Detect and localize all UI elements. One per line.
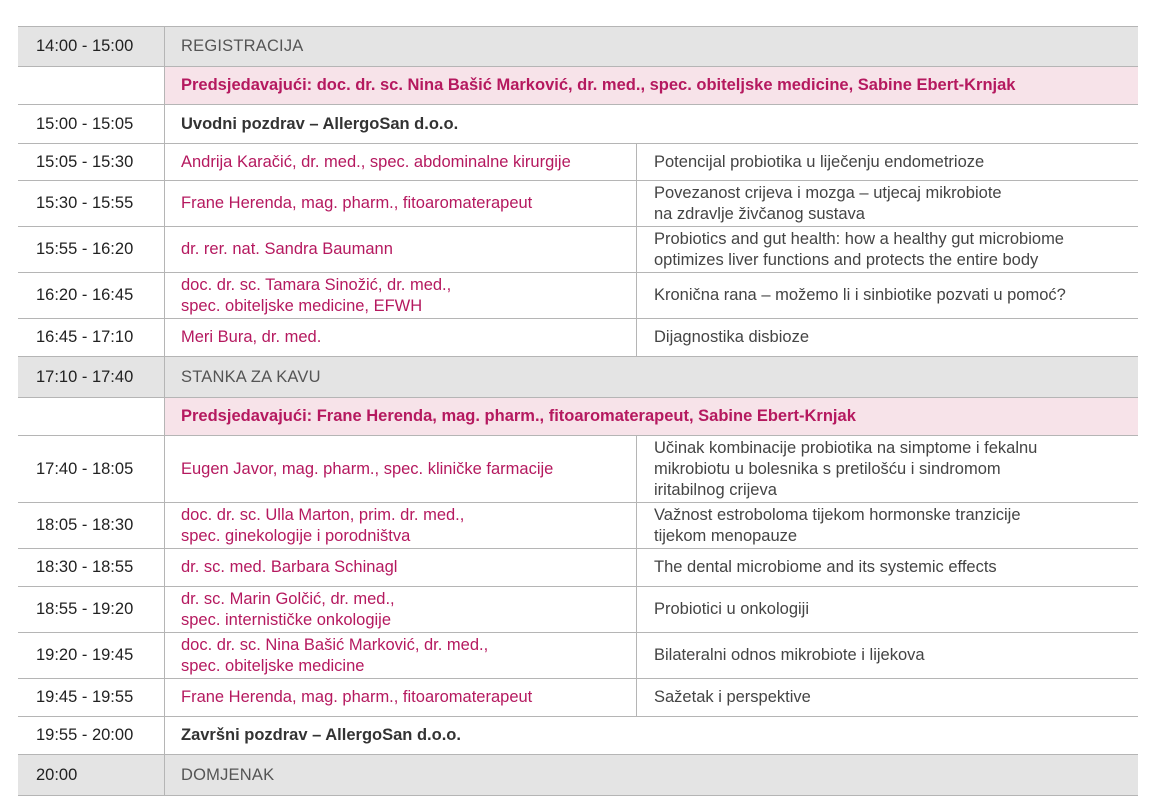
- time-cell: 18:55 - 19:20: [18, 587, 165, 632]
- topic-cell: Probiotics and gut health: how a healthy gut microbiome optimizes liver functions and protects the entire body: [654, 229, 1064, 269]
- topic-cell: Učinak kombinacije probiotika na simptome i fekalnu mikrobiotu u bolesnika s pretilošću i sindromom iritabilnog crijeva: [654, 438, 1038, 499]
- speaker-cell: Andrija Karačić, dr. med., spec. abdominalne kirurgije: [165, 144, 637, 180]
- speaker-cell: Frane Herenda, mag. pharm., fitoaromaterapeut: [165, 679, 637, 716]
- speaker-cell: Eugen Javor, mag. pharm., spec. kliničke farmacije: [165, 436, 637, 502]
- time-cell: 18:30 - 18:55: [18, 549, 165, 586]
- schedule-row-talk: [18, 633, 1138, 679]
- schedule-row-chair: [18, 67, 1138, 105]
- time-cell: 15:30 - 15:55: [18, 181, 165, 226]
- topic-cell: Bilateralni odnos mikrobiote i lijekova: [654, 646, 925, 664]
- session-label: Završni pozdrav – AllergoSan d.o.o.: [181, 726, 461, 744]
- schedule-row-break: [18, 357, 1138, 398]
- schedule-row-talk: [18, 181, 1138, 227]
- speaker-cell: dr. sc. med. Barbara Schinagl: [165, 549, 637, 586]
- topic-cell: Važnost estroboloma tijekom hormonske tranzicije tijekom menopauze: [654, 505, 1021, 545]
- speaker-cell: Frane Herenda, mag. pharm., fitoaromaterapeut: [165, 181, 637, 226]
- time-cell: 15:00 - 15:05: [18, 105, 165, 143]
- schedule-row-break: [18, 27, 1138, 67]
- schedule-row-talk: [18, 587, 1138, 633]
- time-cell-empty: [18, 398, 165, 435]
- time-cell: 17:10 - 17:40: [18, 357, 165, 397]
- schedule-row-talk: [18, 436, 1138, 503]
- chair-label: Predsjedavajući: doc. dr. sc. Nina Bašić Marković, dr. med., spec. obiteljske medicine, Sabine Ebert-Krnjak: [165, 67, 1138, 104]
- schedule-row-talk: [18, 503, 1138, 549]
- time-cell-empty: [18, 67, 165, 104]
- schedule-row-talk: [18, 273, 1138, 319]
- time-cell: 20:00: [18, 755, 165, 795]
- speaker-cell: doc. dr. sc. Nina Bašić Marković, dr. med., spec. obiteljske medicine: [165, 633, 637, 678]
- schedule-row-talk: [18, 319, 1138, 357]
- break-label: STANKA ZA KAVU: [181, 367, 321, 386]
- topic-cell: Dijagnostika disbioze: [654, 328, 810, 346]
- schedule-row-talk: [18, 679, 1138, 717]
- speaker-cell: dr. rer. nat. Sandra Baumann: [165, 227, 637, 272]
- schedule-row-chair: [18, 398, 1138, 436]
- time-cell: 15:55 - 16:20: [18, 227, 165, 272]
- schedule-row-talk: [18, 549, 1138, 587]
- topic-cell: Sažetak i perspektive: [654, 688, 811, 706]
- speaker-cell: Meri Bura, dr. med.: [165, 319, 637, 356]
- break-label: DOMJENAK: [181, 765, 275, 784]
- speaker-cell: doc. dr. sc. Ulla Marton, prim. dr. med., spec. ginekologije i porodništva: [165, 503, 637, 548]
- time-cell: 19:20 - 19:45: [18, 633, 165, 678]
- topic-cell: Probiotici u onkologiji: [654, 600, 810, 618]
- time-cell: 16:20 - 16:45: [18, 273, 165, 318]
- schedule-row-break: [18, 755, 1138, 796]
- schedule-row-plain: [18, 105, 1138, 144]
- speaker-cell: doc. dr. sc. Tamara Sinožić, dr. med., spec. obiteljske medicine, EFWH: [165, 273, 637, 318]
- session-label: Uvodni pozdrav – AllergoSan d.o.o.: [181, 114, 459, 133]
- time-cell: 17:40 - 18:05: [18, 436, 165, 502]
- schedule-row-talk: [18, 144, 1138, 181]
- time-cell: 14:00 - 15:00: [18, 27, 165, 66]
- time-cell: 18:05 - 18:30: [18, 503, 165, 548]
- time-cell: 19:55 - 20:00: [18, 717, 165, 754]
- topic-cell: Kronična rana – možemo li i sinbiotike pozvati u pomoć?: [654, 286, 1066, 304]
- time-cell: 15:05 - 15:30: [18, 144, 165, 180]
- speaker-cell: dr. sc. Marin Golčić, dr. med., spec. internističke onkologije: [165, 587, 637, 632]
- topic-cell: Povezanost crijeva i mozga – utjecaj mikrobiote na zdravlje živčanog sustava: [654, 183, 1002, 223]
- break-label: REGISTRACIJA: [181, 37, 304, 55]
- chair-label: Predsjedavajući: Frane Herenda, mag. pharm., fitoaromaterapeut, Sabine Ebert-Krnjak: [165, 398, 1138, 435]
- topic-cell: The dental microbiome and its systemic effects: [654, 558, 997, 576]
- schedule-row-talk: [18, 227, 1138, 273]
- topic-cell: Potencijal probiotika u liječenju endometrioze: [654, 152, 985, 171]
- time-cell: 19:45 - 19:55: [18, 679, 165, 716]
- time-cell: 16:45 - 17:10: [18, 319, 165, 356]
- schedule-table: [18, 26, 1138, 796]
- schedule-row-plain: [18, 717, 1138, 755]
